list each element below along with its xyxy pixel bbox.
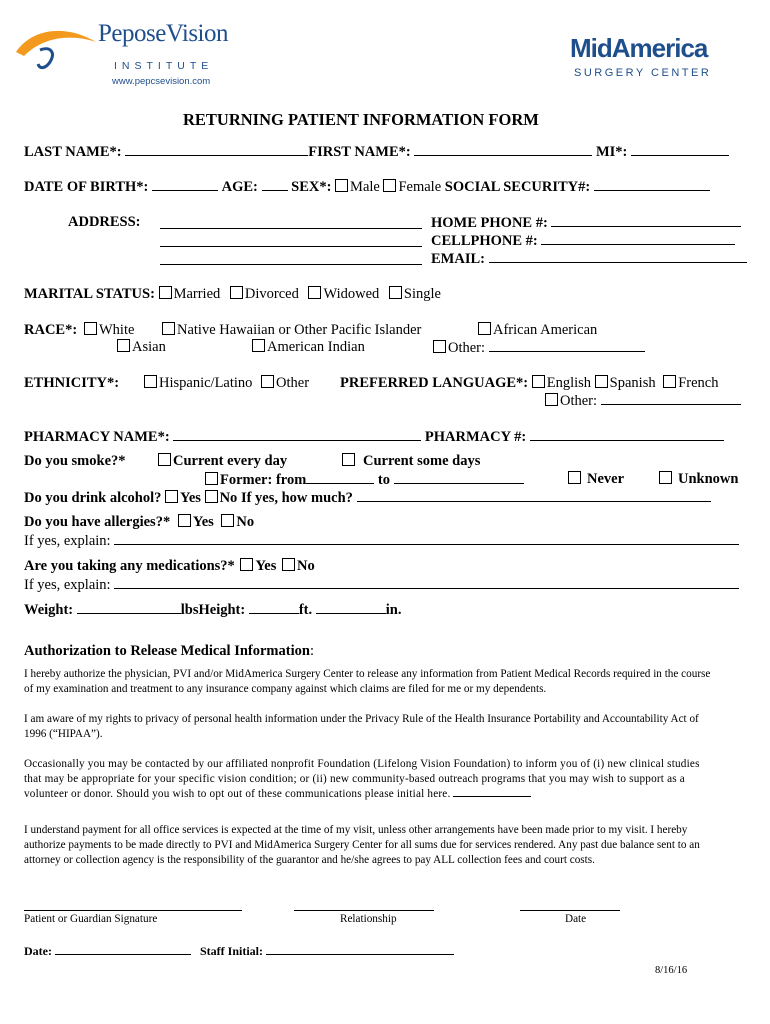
how-much-label: If yes, how much? bbox=[240, 490, 353, 506]
first-name-field[interactable] bbox=[414, 143, 592, 156]
home-phone-row bbox=[431, 214, 741, 232]
mida-name: MidAmerica bbox=[570, 33, 708, 63]
dob-row bbox=[24, 178, 710, 196]
never-label: Never bbox=[587, 471, 625, 487]
white-label: White bbox=[99, 322, 135, 338]
height-in-field[interactable] bbox=[316, 601, 386, 614]
email-field[interactable] bbox=[489, 250, 747, 263]
allergies-no-label: No bbox=[236, 514, 255, 530]
address-label: ADDRESS: bbox=[68, 214, 141, 230]
signature-label: Patient or Guardian Signature bbox=[24, 913, 158, 925]
mi-label: MI*: bbox=[595, 144, 628, 160]
staff-initial-label: Staff Initial: bbox=[199, 944, 263, 958]
alcohol-yes-label: Yes bbox=[180, 490, 201, 506]
marital-row bbox=[24, 286, 441, 303]
medications-explain-field[interactable] bbox=[114, 576, 739, 589]
address-line-1[interactable] bbox=[160, 216, 422, 229]
allergies-yes-checkbox[interactable] bbox=[178, 514, 191, 527]
allergies-row bbox=[24, 514, 254, 531]
divorced-label: Divorced bbox=[244, 286, 299, 302]
former-label: Former: from bbox=[220, 472, 307, 488]
medications-no-label: No bbox=[297, 558, 315, 574]
pvi-name: PeposeVision bbox=[98, 20, 228, 47]
address-line-3[interactable] bbox=[160, 252, 422, 265]
dob-field[interactable] bbox=[152, 178, 218, 191]
unknown-label: Unknown bbox=[678, 471, 739, 487]
single-label: Single bbox=[403, 286, 441, 302]
date-staff-row bbox=[24, 944, 454, 959]
medications-row bbox=[24, 558, 315, 575]
relationship-label: Relationship bbox=[340, 913, 397, 925]
alcohol-no-label: No bbox=[219, 490, 238, 506]
pvi-url: www.pepcsevision.com bbox=[112, 76, 211, 87]
authorization-heading-text: Authorization to Release Medical Information bbox=[24, 643, 310, 659]
race-other-option bbox=[433, 339, 645, 357]
ethnicity-options bbox=[144, 375, 309, 392]
weight-label: Weight: bbox=[24, 602, 74, 618]
language-other-row bbox=[545, 392, 741, 410]
pharmacy-num-field[interactable] bbox=[530, 428, 724, 441]
allergies-explain-field[interactable] bbox=[114, 532, 739, 545]
hispanic-checkbox[interactable] bbox=[144, 375, 157, 388]
hispanic-label: Hispanic/Latino bbox=[159, 375, 253, 391]
age-field[interactable] bbox=[262, 178, 288, 191]
relationship-field[interactable] bbox=[294, 898, 434, 911]
unknown-checkbox[interactable] bbox=[659, 471, 672, 484]
language-other-label: Other: bbox=[560, 393, 598, 409]
sex-label: SEX*: bbox=[291, 179, 332, 195]
race-other-label: Other: bbox=[448, 340, 486, 356]
asian-label: Asian bbox=[132, 339, 166, 355]
home-phone-field[interactable] bbox=[551, 214, 741, 227]
authorization-paragraph-4: I understand payment for all office services is expected at the time of my visit, unless other arrangements have been made prior to my visit. I hereby authorize payments to be made directly to PVI and MidAmerica Surgery Center for all sums due for services rendered. Any past due balance sent to an attorney or collection agency is the responsibility of the guarantor and he/she agrees to pay ALL collection fees and court costs. bbox=[24, 824, 700, 866]
allergies-label: Do you have allergies?* bbox=[24, 514, 171, 530]
marital-label: MARITAL STATUS: bbox=[24, 286, 155, 302]
pharmacy-name-label: PHARMACY NAME*: bbox=[24, 429, 170, 445]
signature-field[interactable] bbox=[24, 898, 242, 911]
female-checkbox[interactable] bbox=[383, 179, 396, 192]
medications-yes-label: Yes bbox=[255, 558, 277, 574]
page-title: RETURNING PATIENT INFORMATION FORM bbox=[183, 110, 539, 129]
last-name-field[interactable] bbox=[125, 143, 308, 156]
english-checkbox[interactable] bbox=[532, 375, 545, 388]
mida-sub: SURGERY CENTER bbox=[574, 67, 712, 79]
language-other-checkbox[interactable] bbox=[545, 393, 558, 406]
current-some-label: Current some days bbox=[363, 453, 481, 469]
authorization-heading bbox=[24, 643, 314, 660]
ethnicity-label-text: ETHNICITY*: bbox=[24, 375, 120, 391]
email-row bbox=[431, 250, 747, 268]
american-indian-label: American Indian bbox=[267, 339, 365, 355]
race-white-option bbox=[84, 322, 134, 339]
ssn-field[interactable] bbox=[594, 178, 710, 191]
race-other-field[interactable] bbox=[489, 339, 645, 352]
widowed-label: Widowed bbox=[323, 286, 380, 302]
medications-no-checkbox[interactable] bbox=[282, 558, 295, 571]
former-from-field[interactable] bbox=[306, 471, 374, 484]
former-checkbox[interactable] bbox=[205, 472, 218, 485]
former-to-label: to bbox=[377, 472, 390, 488]
authorization-paragraph-1: I hereby authorize the physician, PVI and/or MidAmerica Surgery Center to release any information from Patient Medical Records required in the course of my examination and treatment to any insurance company against which claims are filed for me or my dependents. bbox=[24, 668, 711, 695]
ethnicity-other-label: Other bbox=[276, 375, 310, 391]
ssn-label: SOCIAL SECURITY#: bbox=[444, 179, 591, 195]
authorization-paragraph-3 bbox=[24, 757, 714, 802]
home-phone-label: HOME PHONE #: bbox=[431, 215, 548, 231]
never-option bbox=[568, 471, 624, 488]
date-label: Date: bbox=[24, 944, 52, 958]
weight-field[interactable] bbox=[77, 601, 181, 614]
current-every-label: Current every day bbox=[173, 453, 288, 469]
current-some-option bbox=[342, 453, 480, 470]
authorization-heading-colon: : bbox=[309, 643, 314, 659]
spanish-label: Spanish bbox=[609, 375, 656, 391]
smoke-label: Do you smoke?* bbox=[24, 453, 126, 469]
authorization-paragraph-2: I am aware of my rights to privacy of personal health information under the Privacy Rule of the Health Insurance Portability and Accountability Act of 1996 (“HIPAA”). bbox=[24, 713, 699, 740]
american-indian-checkbox[interactable] bbox=[252, 339, 265, 352]
pharmacy-name-field[interactable] bbox=[173, 428, 421, 441]
dob-label: DATE OF BIRTH*: bbox=[24, 179, 149, 195]
revision-date: 8/16/16 bbox=[655, 965, 688, 976]
allergies-explain-label: If yes, explain: bbox=[24, 533, 111, 549]
married-label: Married bbox=[173, 286, 221, 302]
last-name-label: LAST NAME*: bbox=[24, 144, 122, 160]
staff-initial-field[interactable] bbox=[266, 945, 454, 955]
alcohol-yes-checkbox[interactable] bbox=[165, 490, 178, 503]
current-every-option bbox=[158, 453, 287, 470]
lbs-height-label: lbsHeight: bbox=[180, 602, 246, 618]
unknown-option bbox=[659, 471, 738, 488]
medications-label: Are you taking any medications?* bbox=[24, 558, 235, 574]
native-label: Native Hawaiian or Other Pacific Islander bbox=[177, 322, 422, 338]
medications-explain-label: If yes, explain: bbox=[24, 577, 111, 593]
pvi-institute: INSTITUTE bbox=[114, 60, 214, 72]
email-label: EMAIL: bbox=[431, 251, 485, 267]
how-much-field[interactable] bbox=[357, 489, 711, 502]
opt-out-initial-field[interactable] bbox=[453, 787, 531, 797]
pharmacy-row bbox=[24, 428, 724, 446]
pharmacy-num-label: PHARMACY #: bbox=[424, 429, 527, 445]
cellphone-row bbox=[431, 232, 735, 250]
language-label: PREFERRED LANGUAGE*: bbox=[340, 375, 529, 391]
medications-yes-checkbox[interactable] bbox=[240, 558, 253, 571]
current-every-checkbox[interactable] bbox=[158, 453, 171, 466]
authorization-p3-text: Occasionally you may be contacted by our affiliated nonprofit Foundation (Lifelong Vision Foundation) to inform you of (i) new clinical studies that may be appropriate for your specific vision condition; or (ii) new community-based outreach programs that you may wish to support as a volunteer or donor. Should you wish to opt out of these communications please initial here. bbox=[24, 758, 700, 800]
race-asian-option bbox=[117, 339, 166, 356]
alcohol-no-checkbox[interactable] bbox=[205, 490, 218, 503]
age-label: AGE: bbox=[221, 179, 258, 195]
male-label: Male bbox=[350, 179, 380, 195]
widowed-checkbox[interactable] bbox=[308, 286, 321, 299]
ft-label: ft. bbox=[298, 602, 313, 618]
height-ft-field[interactable] bbox=[249, 601, 299, 614]
african-label: African American bbox=[493, 322, 598, 338]
ethnicity-other-checkbox[interactable] bbox=[261, 375, 274, 388]
weight-height-row bbox=[24, 601, 401, 619]
date-field[interactable] bbox=[55, 945, 191, 955]
in-label: in. bbox=[385, 602, 402, 618]
african-checkbox[interactable] bbox=[478, 322, 491, 335]
name-row bbox=[24, 143, 729, 161]
french-checkbox[interactable] bbox=[663, 375, 676, 388]
native-checkbox[interactable] bbox=[162, 322, 175, 335]
medications-explain-row bbox=[24, 576, 739, 594]
female-label: Female bbox=[398, 179, 442, 195]
date-sign-field[interactable] bbox=[520, 898, 620, 911]
single-checkbox[interactable] bbox=[389, 286, 402, 299]
race-american-indian-option bbox=[252, 339, 365, 356]
former-to-field[interactable] bbox=[394, 471, 524, 484]
allergies-explain-row bbox=[24, 532, 739, 550]
ethnicity-label bbox=[24, 375, 119, 392]
race-other-checkbox[interactable] bbox=[433, 340, 446, 353]
cellphone-label: CELLPHONE #: bbox=[431, 233, 538, 249]
french-label: French bbox=[678, 375, 719, 391]
mi-field[interactable] bbox=[631, 143, 729, 156]
current-some-checkbox[interactable] bbox=[342, 453, 355, 466]
male-checkbox[interactable] bbox=[335, 179, 348, 192]
address-line-2[interactable] bbox=[160, 234, 422, 247]
language-other-field[interactable] bbox=[601, 392, 741, 405]
divorced-checkbox[interactable] bbox=[230, 286, 243, 299]
never-checkbox[interactable] bbox=[568, 471, 581, 484]
date-sign-label: Date bbox=[565, 913, 587, 925]
spanish-checkbox[interactable] bbox=[595, 375, 608, 388]
language-row bbox=[340, 375, 718, 392]
race-african-option bbox=[478, 322, 597, 339]
english-label: English bbox=[546, 375, 592, 391]
race-label: RACE*: bbox=[24, 322, 78, 338]
alcohol-label: Do you drink alcohol? bbox=[24, 490, 162, 506]
first-name-label: FIRST NAME*: bbox=[308, 144, 411, 160]
cellphone-field[interactable] bbox=[541, 232, 735, 245]
asian-checkbox[interactable] bbox=[117, 339, 130, 352]
alcohol-row bbox=[24, 489, 711, 507]
allergies-yes-label: Yes bbox=[192, 514, 214, 530]
white-checkbox[interactable] bbox=[84, 322, 97, 335]
former-option bbox=[205, 471, 524, 489]
allergies-no-checkbox[interactable] bbox=[221, 514, 234, 527]
race-native-option bbox=[162, 322, 421, 339]
married-checkbox[interactable] bbox=[159, 286, 172, 299]
swoosh-logo-icon bbox=[14, 24, 98, 76]
